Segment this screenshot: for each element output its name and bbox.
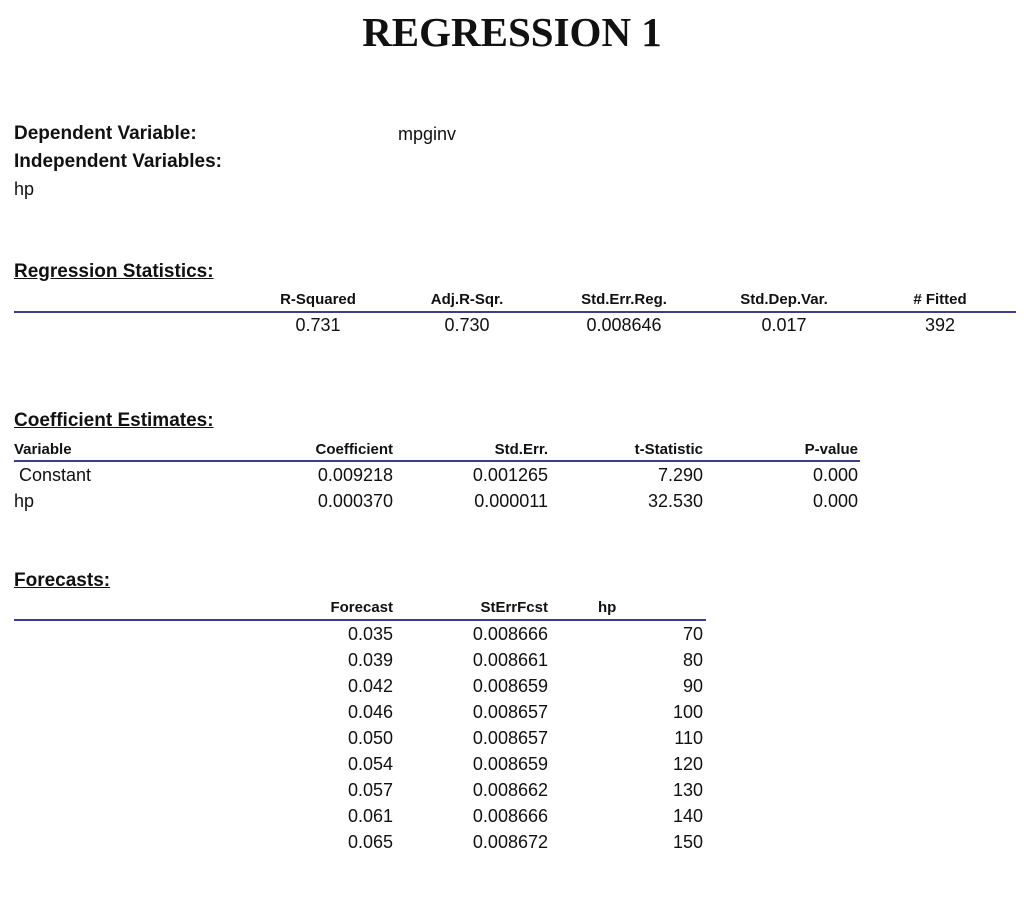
coefficient-header: Coefficient: [315, 441, 393, 458]
coefficient-header: Std.Err.: [494, 441, 548, 458]
forecast-cell: 0.042: [347, 676, 393, 696]
coefficient-cell: 0.009218: [317, 465, 393, 485]
forecast-cell: 120: [672, 754, 703, 774]
stat-header: # Fitted: [913, 291, 967, 308]
forecast-cell: 90: [682, 676, 703, 696]
regression-statistics-title: Regression Statistics:: [14, 261, 214, 282]
forecast-cell: 0.008657: [472, 728, 548, 748]
forecast-cell: 0.057: [347, 780, 393, 800]
forecast-cell: 100: [672, 702, 703, 722]
forecast-cell: 0.008666: [472, 806, 548, 826]
forecast-cell: 0.008657: [472, 702, 548, 722]
forecast-cell: 0.035: [347, 624, 393, 644]
dependent-variable-value: mpginv: [398, 124, 457, 144]
forecast-cell: 0.008661: [472, 650, 548, 670]
forecast-cell: 130: [672, 780, 703, 800]
forecast-header: hp: [598, 599, 617, 616]
forecast-cell: 70: [682, 624, 703, 644]
forecast-cell: 0.054: [347, 754, 393, 774]
coefficient-estimates-title: Coefficient Estimates:: [14, 410, 214, 431]
coefficient-header: t-Statistic: [634, 441, 703, 458]
coefficient-cell: 32.530: [647, 491, 703, 511]
coefficient-cell: 0.000370: [317, 491, 393, 511]
coefficient-header: P-value: [804, 441, 858, 458]
coefficient-header: Variable: [14, 441, 72, 458]
coefficient-cell: 0.000011: [474, 491, 548, 511]
coefficient-variable: hp: [14, 491, 35, 511]
stat-header: Std.Dep.Var.: [740, 291, 828, 308]
stat-value: 392: [924, 315, 956, 335]
forecast-cell: 0.008659: [472, 676, 548, 696]
coefficient-cell: 0.000: [812, 465, 858, 485]
forecast-cell: 0.061: [347, 806, 393, 826]
forecast-cell: 0.008666: [472, 624, 548, 644]
forecast-cell: 0.046: [347, 702, 393, 722]
forecast-cell: 110: [674, 728, 703, 748]
stat-header: R-Squared: [280, 291, 356, 308]
stat-value: 0.008646: [586, 315, 662, 335]
forecast-cell: 0.065: [347, 832, 393, 852]
stat-value: 0.017: [761, 315, 807, 335]
forecasts-rule: [14, 619, 706, 621]
forecast-header: Forecast: [330, 599, 393, 616]
coefficient-cell: 0.001265: [472, 465, 548, 485]
stat-header: Std.Err.Reg.: [581, 291, 667, 308]
forecasts-title: Forecasts:: [14, 570, 111, 591]
independent-variables-label: Independent Variables:: [14, 151, 222, 172]
forecast-cell: 0.008672: [472, 832, 548, 852]
coefficient-estimates-rule: [14, 460, 860, 462]
coefficient-cell: 7.290: [657, 465, 703, 485]
coefficient-cell: 0.000: [812, 491, 858, 511]
forecast-cell: 0.050: [347, 728, 393, 748]
forecast-cell: 80: [682, 650, 703, 670]
forecast-cell: 140: [672, 806, 703, 826]
regression-statistics-rule: [14, 311, 1016, 313]
forecast-cell: 0.039: [347, 650, 393, 670]
stat-value: 0.730: [444, 315, 490, 335]
forecast-cell: 150: [672, 832, 703, 852]
forecast-cell: 0.008662: [472, 780, 548, 800]
dependent-variable-label: Dependent Variable:: [14, 123, 197, 144]
stat-header: Adj.R-Sqr.: [430, 291, 504, 308]
forecast-cell: 0.008659: [472, 754, 548, 774]
independent-variables-value: hp: [14, 179, 35, 199]
forecast-header: StErrFcst: [480, 599, 548, 616]
coefficient-variable: Constant: [14, 465, 92, 485]
page-title: REGRESSION 1: [362, 9, 662, 55]
stat-value: 0.731: [295, 315, 341, 335]
